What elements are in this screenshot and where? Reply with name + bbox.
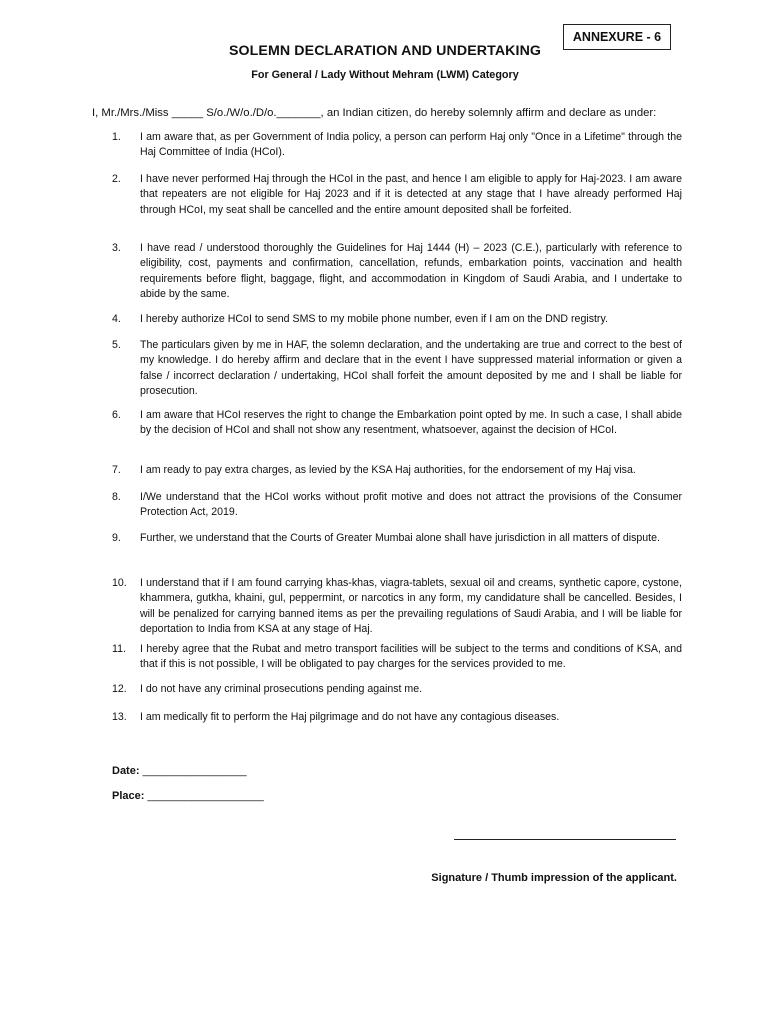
- declaration-item: [112, 241, 682, 303]
- date-blank[interactable]: _________________: [142, 765, 247, 777]
- item-text: I have never performed Haj through the HCoI in the past, and hence I am eligible to apply for Haj-2023. I am aware that repeaters are not eligible for Haj 2023 and if it is detected at any stage that I have already performed Haj through HCoI, my seat shall be cancelled and the entire amount deposited shall be forfeited.: [140, 173, 682, 216]
- declaration-item: [112, 682, 682, 697]
- signature-label: Signature / Thumb impression of the applicant.: [431, 872, 677, 884]
- item-text: I hereby authorize HCoI to send SMS to my mobile phone number, even if I am on the DND registry.: [140, 313, 608, 325]
- item-text: I am aware that, as per Government of India policy, a person can perform Haj only "Once in a Lifetime" through the Haj Committee of India (HCoI).: [140, 131, 682, 159]
- item-number: 12.: [112, 683, 127, 695]
- declaration-item: [112, 576, 682, 638]
- item-number: 1.: [112, 131, 121, 143]
- place-blank[interactable]: ___________________: [147, 790, 264, 802]
- item-text: I am ready to pay extra charges, as levied by the KSA Haj authorities, for the endorsement of my Haj visa.: [140, 464, 636, 476]
- signature-line[interactable]: [454, 839, 676, 840]
- item-text: I/We understand that the HCoI works without profit motive and does not attract the provisions of the Consumer Protection Act, 2019.: [140, 491, 682, 519]
- item-number: 2.: [112, 173, 121, 185]
- item-number: 13.: [112, 711, 127, 723]
- date-field: [112, 765, 247, 777]
- item-text: I am aware that HCoI reserves the right to change the Embarkation point opted by me. In such a case, I shall abide by the decision of HCoI and shall not show any resentment, whatsoever, against the decision of HCoI.: [140, 409, 682, 437]
- place-field: [112, 790, 264, 802]
- item-number: 6.: [112, 409, 121, 421]
- item-number: 3.: [112, 242, 121, 254]
- item-text: I am medically fit to perform the Haj pilgrimage and do not have any contagious diseases.: [140, 711, 560, 723]
- date-label: Date:: [112, 765, 140, 777]
- item-number: 8.: [112, 491, 121, 503]
- declaration-item: [112, 408, 682, 439]
- item-number: 10.: [112, 577, 127, 589]
- document-subtitle: For General / Lady Without Mehram (LWM) Category: [251, 69, 519, 81]
- item-number: 9.: [112, 532, 121, 544]
- declaration-item: [112, 463, 682, 478]
- declaration-item: [112, 338, 682, 400]
- item-number: 5.: [112, 339, 121, 351]
- item-text: I hereby agree that the Rubat and metro transport facilities will be subject to the terms and conditions of KSA, and that if this is not possible, I will be obligated to pay charges for the services provided to me.: [140, 643, 682, 671]
- item-text: I do not have any criminal prosecutions pending against me.: [140, 683, 423, 695]
- item-number: 11.: [112, 643, 126, 655]
- document-title: SOLEMN DECLARATION AND UNDERTAKING: [228, 43, 542, 59]
- item-text: The particulars given by me in HAF, the solemn declaration, and the undertaking are true and correct to the best of my knowledge. I do hereby affirm and declare that in the event I have suppressed material information or given a false / incorrect declaration / undertaking, HCoI shall forfeit the amount deposited by me and I shall be liable for prosecution.: [140, 339, 682, 398]
- declaration-item: [112, 710, 682, 725]
- item-text: I have read / understood thoroughly the Guidelines for Haj 1444 (H) – 2023 (C.E.), particularly with reference to eligibility, cost, payments and confirmation, cancellation, refunds, embarkation points, vaccination and health requirements before flight, baggage, flight, and accommodation in Kingdom of Saudi Arabia, and I undertake to abide by the same.: [140, 242, 682, 301]
- declaration-item: [112, 531, 682, 546]
- item-text: I understand that if I am found carrying khas-khas, viagra-tablets, sexual oil and creams, synthetic capore, cystone, khammera, gutkha, khaini, gul, peppermint, or narcotics in any form, my candidature shall be cancelled. Besides, I will be penalized for carrying banned items as per the prevailing regulations of Saudi Arabia, and I will be liable for deportation to India from KSA at any stage of Haj.: [140, 577, 682, 636]
- declaration-item: [112, 130, 682, 161]
- annexure-label: ANNEXURE - 6: [563, 24, 671, 50]
- item-text: Further, we understand that the Courts of Greater Mumbai alone shall have jurisdiction in all matters of dispute.: [140, 532, 660, 544]
- declaration-item: [112, 172, 682, 218]
- place-label: Place:: [112, 790, 145, 802]
- item-number: 7.: [112, 464, 121, 476]
- declaration-item: [112, 642, 682, 673]
- declaration-intro: I, Mr./Mrs./Miss _____ S/o./W/o./D/o._______, an Indian citizen, do hereby solemnly affirm and declare as under:: [92, 107, 657, 119]
- declaration-item: [112, 312, 682, 327]
- declaration-item: [112, 490, 682, 521]
- item-number: 4.: [112, 313, 121, 325]
